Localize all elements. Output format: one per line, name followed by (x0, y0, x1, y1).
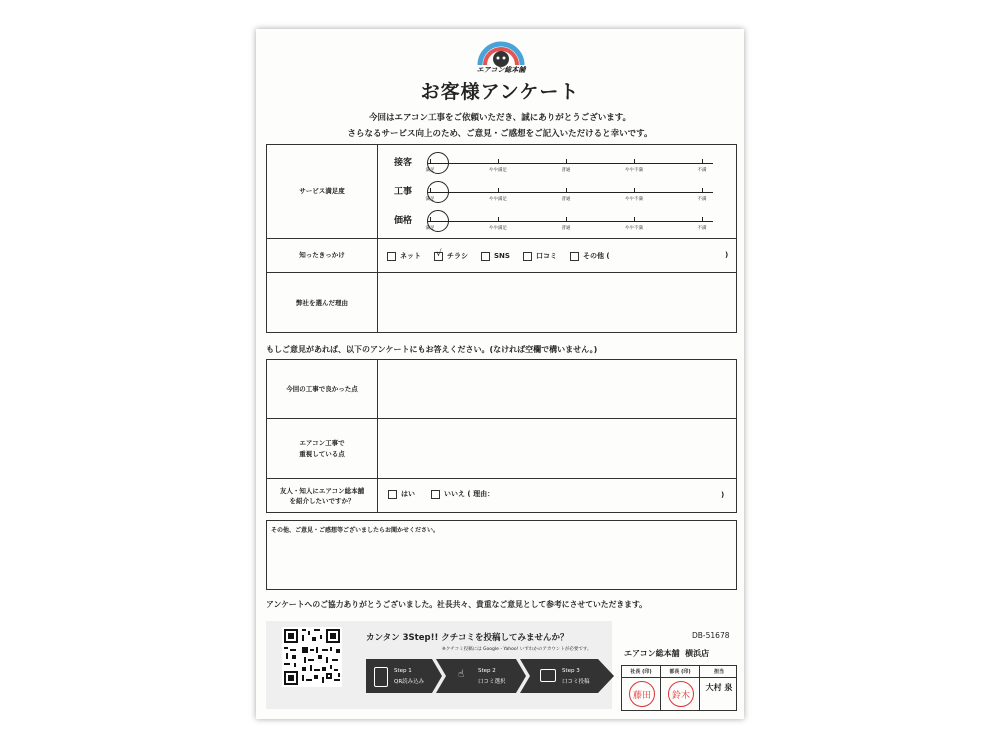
intro-line-2: さらなるサービス向上のため、ご意見・ご感想をご記入いただけると幸いです。 (347, 129, 653, 139)
step-1-text: QR読み込み (394, 679, 425, 685)
category-label: 接客 (394, 158, 413, 168)
scale-label: 不満 (697, 226, 707, 231)
source-option-flyer[interactable]: √ チラシ (436, 248, 468, 260)
checkbox[interactable] (570, 252, 579, 261)
promo-subtext: ※クチコミ投稿には Google・Yahoo! いずれかのアカウントが必要です。 (442, 647, 592, 652)
source-option-net[interactable]: ネット (387, 251, 421, 261)
source-option-sns[interactable]: SNS (481, 252, 510, 261)
refer-option-yes[interactable]: はい (388, 489, 415, 499)
checkbox[interactable] (387, 252, 396, 261)
refer-label: 友人・知人にエアコン総本舗 を紹介したいですか？ (279, 486, 365, 505)
pointer-icon: ☝ (458, 669, 465, 680)
staff-name: 大村 泉 (705, 683, 733, 692)
satisfaction-label: サービス満足度 (299, 187, 345, 196)
optional-note: もしご意見があれば、以下のアンケートにもお答えください。(なければ空欄で構いません。) (266, 345, 598, 354)
step-3-label: Step 3 (562, 668, 580, 674)
intro-line-1: 今回はエアコン工事をご依頼いただき、誠にありがとうございます。 (368, 113, 632, 123)
steps-banner (366, 659, 616, 693)
president-seal: 藤田 (629, 681, 655, 707)
checkbox-checked[interactable]: √ (436, 248, 442, 259)
checkbox[interactable] (481, 252, 490, 261)
scale-label: 満足 (425, 168, 435, 173)
refer-option-no[interactable]: いいえ ( 理由： (431, 489, 494, 499)
step-2-text: 口コミ選択 (478, 679, 506, 685)
scale-label: やや満足 (489, 168, 507, 173)
logo-text: エアコン総本舗 (476, 66, 526, 74)
scale-label: やや不満 (625, 197, 643, 202)
checkbox[interactable] (431, 490, 440, 499)
scale-label: 普通 (561, 226, 571, 231)
important-label: エアコン工事で 重視している点 (299, 439, 345, 458)
other-comments-box[interactable] (266, 520, 737, 590)
mascot-logo (474, 35, 528, 75)
qr-code-icon[interactable] (282, 627, 342, 687)
page-title: お客様アンケート (420, 81, 580, 103)
scale-label: 満足 (425, 226, 435, 231)
scale-label: 不満 (697, 197, 707, 202)
scale-line (428, 192, 713, 193)
source-close-paren: ) (725, 251, 729, 259)
promo-headline: カンタン 3Step!! クチコミを投稿してみませんか？ (366, 633, 569, 643)
thanks-text: アンケートへのご協力ありがとうございました。社長共々、貴重なご意見として参考にさせていただきます。 (266, 600, 647, 609)
step-2-label: Step 2 (478, 668, 496, 674)
comment-icon (540, 669, 556, 682)
scale-label: 不満 (697, 168, 707, 173)
good-point-field[interactable] (378, 360, 736, 417)
scale-label: 普通 (561, 168, 571, 173)
step-1-label: Step 1 (394, 668, 412, 674)
category-label: 価格 (394, 216, 413, 226)
stamp-header: 担当 (713, 669, 724, 675)
stamp-header: 社長 (印) (630, 669, 652, 675)
source-label: 知ったきっかけ (299, 251, 345, 260)
review-promo-panel (266, 621, 612, 709)
document-id: DB-51678 (692, 631, 730, 640)
checkbox[interactable] (388, 490, 397, 499)
scale-label: やや不満 (625, 168, 643, 173)
scale-label: やや不満 (625, 226, 643, 231)
phone-icon (374, 667, 388, 687)
stamp-header: 部長 (印) (669, 669, 691, 675)
scale-label: やや満足 (489, 226, 507, 231)
store-name: エアコン総本舗 横浜店 (624, 649, 710, 658)
scale-label: やや満足 (489, 197, 507, 202)
manager-seal: 鈴木 (668, 681, 694, 707)
source-option-other[interactable]: その他 ( (570, 251, 610, 261)
optional-table (266, 359, 737, 513)
scale-label: 満足 (425, 197, 435, 202)
important-field[interactable] (378, 419, 736, 477)
satisfaction-scales (378, 145, 736, 238)
refer-close-paren: ) (721, 491, 725, 499)
survey-table (266, 144, 737, 333)
stamp-table (621, 665, 737, 711)
category-label: 工事 (394, 187, 413, 197)
steps-arrow-icon (366, 659, 616, 693)
source-options (387, 249, 732, 263)
checkbox[interactable] (523, 252, 532, 261)
refer-options (388, 489, 494, 499)
source-option-review[interactable]: 口コミ (523, 251, 557, 261)
survey-sheet (256, 29, 744, 719)
reason-field[interactable] (378, 273, 736, 332)
scale-line (428, 163, 713, 164)
step-3-text: 口コミ投稿 (562, 679, 590, 685)
scale-label: 普通 (561, 197, 571, 202)
scale-line (428, 221, 713, 222)
other-comments-label: その他、ご意見・ご感想等ございましたらお聞かせください。 (271, 527, 440, 534)
good-point-label: 今回の工事で良かった点 (286, 384, 358, 393)
reason-label: 弊社を選んだ理由 (296, 298, 348, 307)
